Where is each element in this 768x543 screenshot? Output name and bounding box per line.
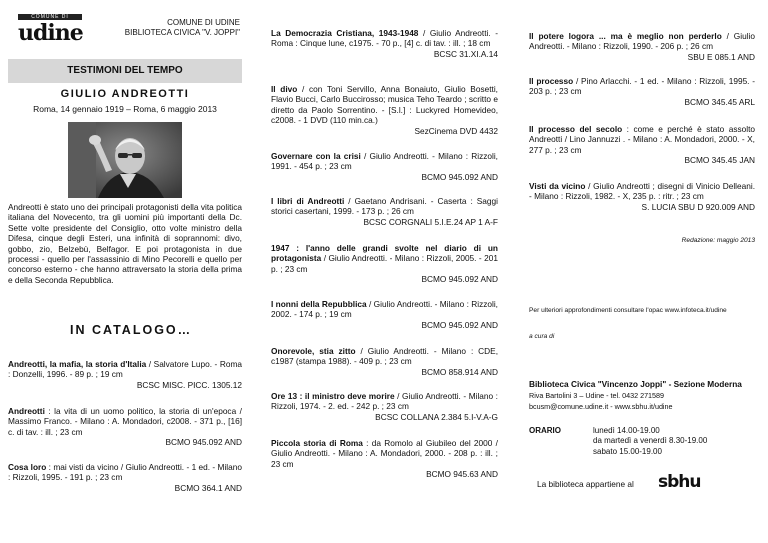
entry-desc: / Salvatore Lupo. - Roma : Donzelli, 1996. - 89 p. ; 19 cm (8, 359, 243, 380)
hours-line: lunedì 14.00-19.00 (593, 426, 660, 435)
entry-title: Piccola storia di Roma (271, 438, 363, 448)
entry-desc: / Pino Arlacchi. - 1 ed. - Milano : Rizzoli, 1995. - 203 p. ; 23 cm (529, 76, 755, 97)
portrait-photo (68, 122, 182, 198)
entry-title: Il potere logora ... ma è meglio non perderlo (529, 31, 722, 41)
list-item (271, 346, 498, 377)
hours-label: ORARIO (529, 426, 561, 435)
network-membership-text: La biblioteca appartiene al (537, 479, 634, 489)
entry-call-number: BCSC CORGNALI 5.I.E.24 AP 1 A-F (363, 216, 498, 227)
list-item (271, 151, 498, 182)
entry-desc: / Giulio Andreotti. - Milano : Rizzoli, 1990. - 206 p. ; 26 cm (529, 31, 755, 52)
entry-call-number: SezCinema DVD 4432 (414, 125, 498, 136)
list-item (529, 31, 755, 62)
list-item (271, 84, 498, 136)
entry-call-number: BCMO 945.092 AND (421, 171, 498, 182)
entry-call-number: BCSC 31.XI.A.14 (433, 48, 498, 59)
section-title: TESTIMONI DEL TEMPO (8, 59, 242, 83)
list-item (529, 124, 755, 166)
entry-call-number: BCMO 858.914 AND (421, 366, 498, 377)
list-item (271, 243, 498, 285)
more-info-text: Per ulteriori approfondimenti consultare l'opac www.infoteca.it/udine (529, 307, 727, 314)
entry-title: Onorevole, stia zitto (271, 346, 356, 356)
list-item (529, 76, 755, 107)
opening-hours (593, 426, 707, 457)
person-name: GIULIO ANDREOTTI (60, 88, 190, 100)
entry-desc: / Giulio Andreotti. - Roma : Cinque lune, c1975. - 70 p., [4] c. di tav. : ill. ; 18 cm (271, 28, 498, 49)
entry-desc: / Giulio Andreotti. - Milano : CDE, c1987 (stampa 1988). - 409 p. ; 23 cm (271, 346, 499, 367)
list-item (271, 28, 498, 59)
entry-title: I nonni della Repubblica (271, 299, 367, 309)
entry-title: Ore 13 : il ministro deve morire (271, 391, 395, 401)
list-item (8, 359, 242, 390)
list-item (8, 462, 242, 493)
entry-desc: / con Toni Servillo, Anna Bonaiuto, Giulio Bosetti, Flavio Bucci, Carlo Buccirosso; musica Teho Teardo ; scritto e diretto da Paolo Sorrentino. - [S.l.] : Luckyred Homevideo, c2008. - 1 DVD (110 min.ca.) (271, 84, 498, 126)
institution-header (125, 18, 240, 38)
edited-by-label: a cura di (529, 333, 555, 340)
library-name: Biblioteca Civica "Vincenzo Joppi" - Sezione Moderna (529, 379, 742, 389)
entry-call-number: BCMO 945.63 AND (426, 469, 498, 480)
entry-title: Cosa loro (8, 462, 47, 472)
entry-desc: : come e perché è stato assolto Andreotti / Lino Jannuzzi . - Milano : A. Mondadori, 2000. - X, 277 p. ; 23 cm (529, 124, 755, 155)
entry-desc: : la vita di un uomo politico, la storia di un'epoca / Massimo Franco. - Milano : A. Mondadori, c2008. - 371 p., [16] c. di tav. : ill. ; 23 cm (8, 406, 242, 437)
entry-call-number: BCMO 945.092 AND (421, 319, 498, 330)
entry-call-number: S. LUCIA SBU D 920.009 AND (641, 201, 755, 212)
entry-title: Il divo (271, 84, 298, 94)
entry-call-number: BCSC MISC. PICC. 1305.12 (136, 379, 242, 390)
entry-desc: / Giulio Andreotti. - Milano : Rizzoli, 2002. - 174 p. ; 19 cm (271, 299, 498, 320)
entry-call-number: BCSC COLLANA 2.384 5.I-V.A-G (375, 411, 498, 422)
list-item (271, 299, 498, 330)
entry-desc: / Giulio Andreotti. - Milano : Rizzoli, 1974. - 2. ed. - 242 p. ; 23 cm (271, 391, 498, 412)
list-item (271, 438, 498, 480)
entry-desc: / Giulio Andreotti ; disegni di Vinicio Delleani. - Milano : Rizzoli, 1982. - X, 235 p. : ritr. ; 23 cm (529, 181, 756, 202)
entry-call-number: BCMO 345.45 JAN (684, 155, 755, 166)
entry-call-number: BCMO 364.1 AND (174, 482, 242, 493)
column-middle (271, 0, 498, 543)
list-item (529, 181, 755, 212)
entry-title: Il processo del secolo (529, 124, 623, 134)
entry-title: Andreotti (8, 406, 45, 416)
list-item (8, 406, 242, 448)
entry-title: La Democrazia Cristiana, 1943-1948 (271, 28, 419, 38)
entry-title: Il processo (529, 76, 574, 86)
entry-title: Governare con la crisi (271, 151, 361, 161)
udine-logo (18, 14, 82, 46)
hours-line: da martedì a venerdì 8.30-19.00 (593, 436, 708, 446)
entry-desc: / Giulio Andreotti. - Milano : Rizzoli, 1991. - 454 p. ; 23 cm (271, 151, 498, 172)
column-right (529, 0, 755, 543)
entry-title: Andreotti, la mafia, la storia d'Italia (8, 359, 147, 369)
entry-call-number: SBU E 085.1 AND (687, 51, 755, 62)
person-dates: Roma, 14 gennaio 1919 – Roma, 6 maggio 2013 (33, 104, 217, 114)
entry-call-number: BCMO 945.092 AND (165, 437, 242, 448)
entry-desc: : da Romolo al Giubileo del 2000 / Giulio Andreotti. - Milano : A. Mondadori, 2000. - 208 p. : ill. ; 23 cm (271, 438, 498, 469)
entry-desc: : mai visti da vicino / Giulio Andreotti. - 1 ed. - Milano : Rizzoli, 1995. - 191 p. ; 23 cm (8, 462, 242, 483)
entry-desc: / Gaetano Andrisani. - Caserta : Saggi storici casertani, 1999. - 173 p. ; 26 cm (271, 196, 498, 217)
catalog-title: IN CATALOGO… (70, 323, 193, 337)
contact-line: bcusm@comune.udine.it - www.sbhu.it/udine (529, 401, 673, 411)
institution-line2: BIBLIOTECA CIVICA "V. JOPPI" (124, 28, 240, 37)
person-bio: Andreotti è stato uno dei principali protagonisti della vita politica italiana del Novecento, tra gli uomini più importanti della Dc. Sette volte presidente del Consiglio, otto volte ministro della Difesa, cinque degli Esteri, una infinità di soprannomi: divo, gobbo, zio, Belzebù, Belfagor. E poi protagonista in due processi - quello per l'assassinio di Mino Pecorelli e quello per concorso esterno - che hanno attraversato la storia della prima e della Seconda Repubblica. (8, 202, 242, 285)
address-line: Riva Bartolini 3 – Udine - tel. 0432 271589 (529, 391, 665, 400)
entry-title: 1947 : l'anno delle grandi svolte nel diario di un protagonista (271, 243, 498, 264)
entry-title: Visti da vicino (529, 181, 586, 191)
entry-desc: / Giulio Andreotti. - Milano : Rizzoli, 2005. - 201 p. ; 23 cm (271, 253, 498, 274)
institution-line1: COMUNE DI UDINE (167, 18, 240, 27)
hours-line: sabato 15.00-19.00 (593, 446, 662, 456)
logo-top-text: COMUNE DI (18, 14, 82, 20)
library-address (529, 391, 673, 412)
entry-call-number: BCMO 945.092 AND (421, 274, 498, 285)
entry-call-number: BCMO 345.45 ARL (684, 96, 755, 107)
sbhu-logo: sbhu (658, 472, 701, 492)
entry-title: I libri di Andreotti (271, 196, 345, 206)
logo-text: udine (18, 20, 83, 46)
list-item (271, 391, 498, 422)
list-item (271, 196, 498, 227)
column-left (8, 0, 242, 543)
redaction-date: Redazione: maggio 2013 (681, 237, 755, 244)
